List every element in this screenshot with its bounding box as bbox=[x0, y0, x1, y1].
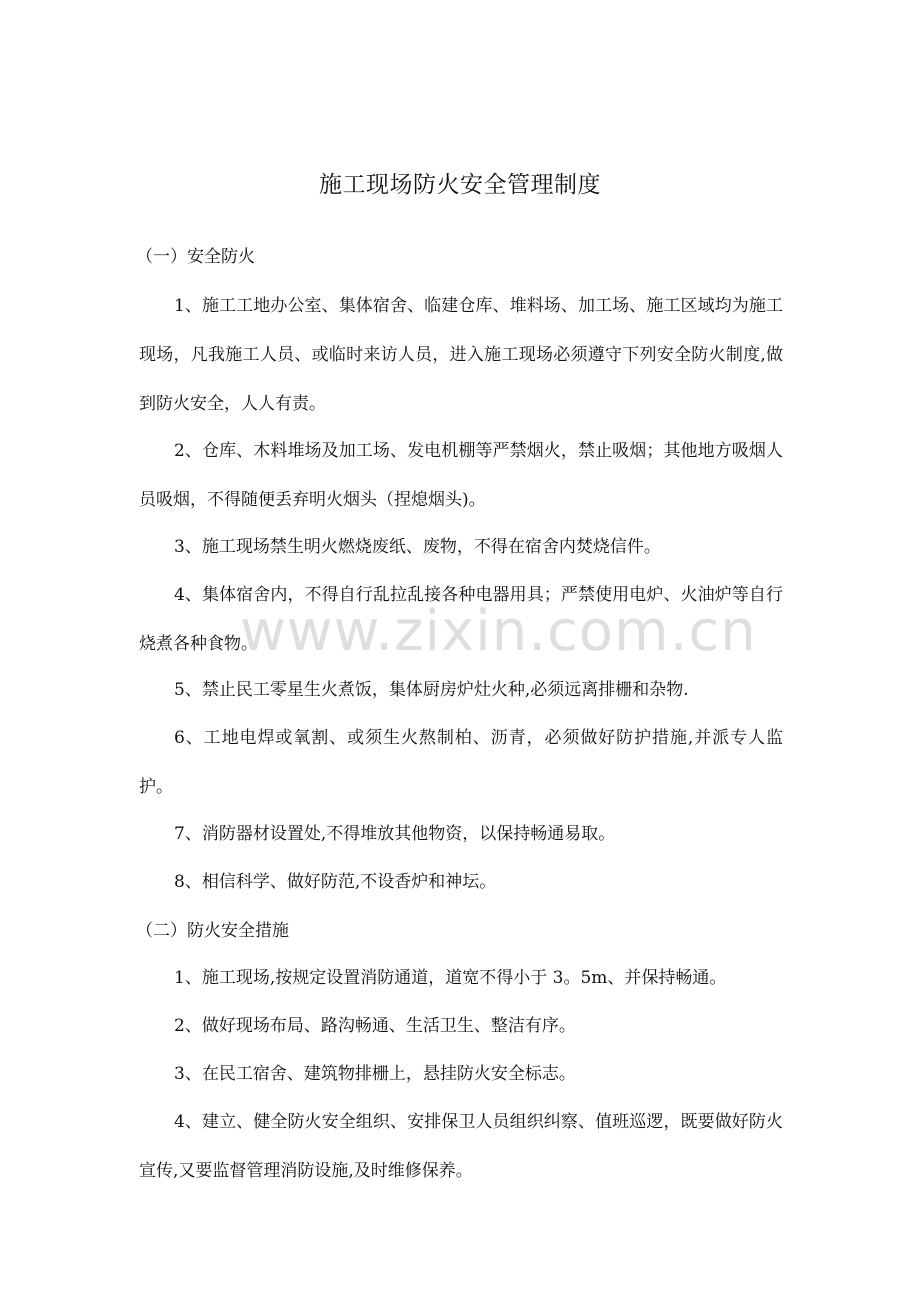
section-2-item-3: 3、在民工宿舍、建筑物排栅上，悬挂防火安全标志。 bbox=[174, 1064, 576, 1084]
section-1-item-5: 5、禁止民工零星生火煮饭，集体厨房炉灶火种,必须远离排栅和杂物. bbox=[174, 680, 689, 700]
section-heading-2: （二）防火安全措施 bbox=[136, 921, 289, 941]
section-2-item-2: 2、做好现场布局、路沟畅通、生活卫生、整洁有序。 bbox=[174, 1016, 576, 1036]
section-1-item-6: 6、工地电焊或氧割、或须生火熬制柏、沥青，必须做好防护措施,并派专人监护。 bbox=[139, 728, 783, 797]
section-1-item-8: 8、相信科学、做好防范,不设香炉和神坛。 bbox=[174, 872, 497, 892]
section-1-item-2: 2、仓库、木料堆场及加工场、发电机棚等严禁烟火，禁止吸烟；其他地方吸烟人员吸烟，不得随便丢弃明火烟头（捏熄烟头)。 bbox=[139, 441, 783, 510]
document-title: 施工现场防火安全管理制度 bbox=[319, 172, 601, 198]
section-1-item-3: 3、施工现场禁生明火燃烧废纸、废物，不得在宿舍内焚烧信件。 bbox=[174, 537, 661, 557]
section-2-item-4: 4、建立、健全防火安全组织、安排保卫人员组织纠察、值班巡逻，既要做好防火宣传,又要监督管理消防设施,及时维修保养。 bbox=[139, 1112, 783, 1181]
section-1-item-1: 1、施工工地办公室、集体宿舍、临建仓库、堆料场、加工场、施工区域均为施工现场，凡我施工人员、或临时来访人员，进入施工现场必须遵守下列安全防火制度,做到防火安全，人人有责。 bbox=[139, 296, 783, 414]
section-2-item-1: 1、施工现场,按规定设置消防通道，道宽不得小于 3。5m、并保持畅通。 bbox=[174, 968, 727, 988]
watermark: www.zixin.com.cn bbox=[240, 599, 757, 664]
section-heading-1: （一）安全防火 bbox=[136, 247, 255, 267]
section-1-item-7: 7、消防器材设置处,不得堆放其他物资，以保持畅通易取。 bbox=[174, 824, 616, 844]
section-1-item-4: 4、集体宿舍内，不得自行乱拉乱接各种电器用具；严禁使用电炉、火油炉等自行烧煮各种食物。 bbox=[139, 585, 783, 654]
